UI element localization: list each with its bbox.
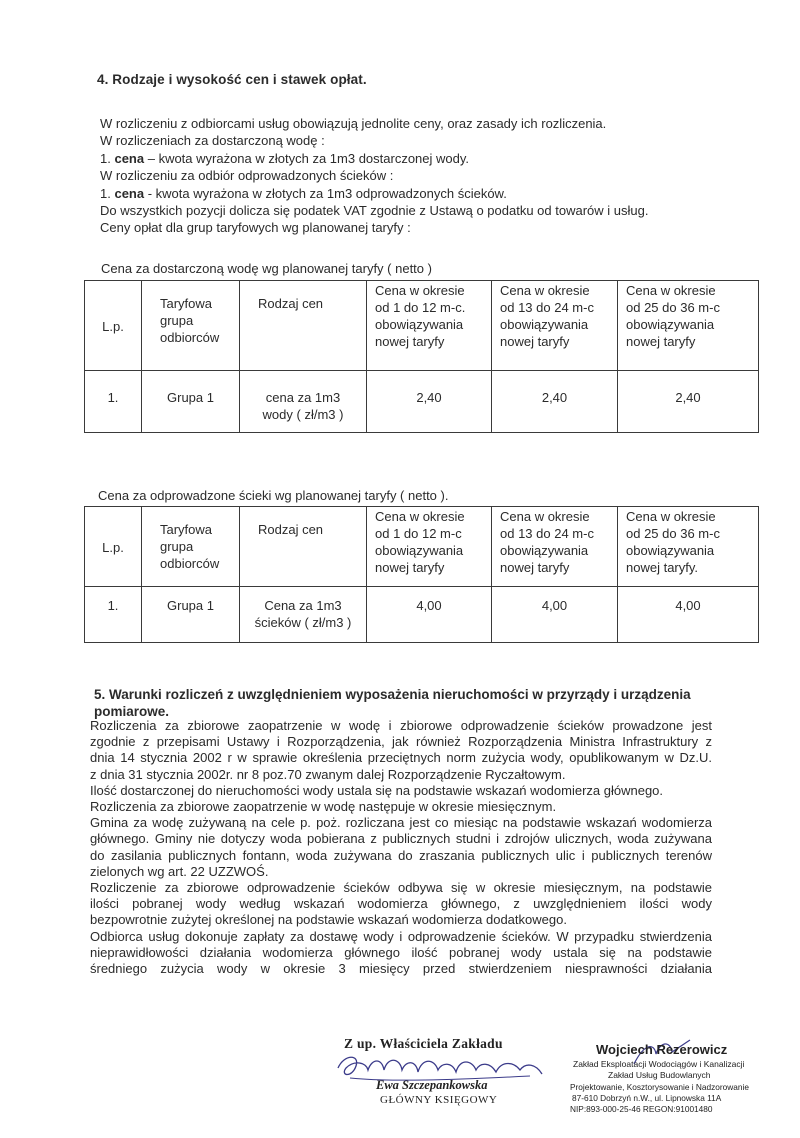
intro-bold: cena [114,185,145,201]
header-lp: L.p. [85,281,142,371]
body-line: Rozliczenia za zbiorowe zaopatrzenie w wodę i zbiorowe odprowadzenie ścieków prowadzone jest [90,718,712,733]
cell-group: Grupa 1 [142,587,240,643]
stamp-line: Projektowanie, Kosztorysowanie i Nadzorowanie [570,1082,749,1092]
intro-num: 1. [100,185,115,201]
intro-rest: - kwota wyrażona w złotych za 1m3 odprowadzonych ścieków. [144,185,507,201]
accountant-stamp [330,1036,560,1116]
stamp-line: 87-610 Dobrzyń n.W., ul. Lipnowska 11A [572,1093,722,1103]
table2-caption: Cena za odprowadzone ścieki wg planowanej taryfy ( netto ). [98,488,449,503]
body-line: zgodnie z przepisami Ustawy i Rozporządzenia, jak również Rozporządzenia Ministra Infrastruktury z [90,734,712,750]
header-group: Taryfowa grupa odbiorców [142,507,240,587]
stamp-line: Zakład Eksploatacji Wodociągów i Kanalizacji [573,1059,745,1069]
intro-rest: – kwota wyrażona w złotych za 1m3 dostarczonej wody. [144,150,470,166]
table1-caption: Cena za dostarczoną wodę wg planowanej taryfy ( netto ) [101,261,432,276]
section-4-title: 4. Rodzaje i wysokość cen i stawek opłat. [97,72,367,87]
cell-price-3: 2,40 [618,371,759,433]
cell-lp: 1. [85,587,142,643]
stamp-line: Ewa Szczepankowska [376,1078,488,1092]
intro-num: 1. [100,150,115,166]
header-kind: Rodzaj cen [240,281,367,371]
intro-line: W rozliczeniu za odbiór odprowadzonych ścieków : [100,168,394,184]
cell-lp: 1. [85,371,142,433]
intro-bold: cena [114,150,145,166]
intro-line: Do wszystkich pozycji dolicza się podatek VAT zgodnie z Ustawą o podatku od towarów i usług. [100,203,649,219]
section-5-title-line: 5. Warunki rozliczeń z uwzględnieniem wyposażenia nieruchomości w przyrządy i urządzenia [94,687,691,702]
body-line: głównego. Gminy nie dotyczy woda pobierana z publicznych studni i zdrojów ulicznych, woda zużywana [90,831,712,847]
table-row [85,371,759,433]
stamp-line: Zakład Usług Budowlanych [608,1070,711,1080]
stamp-line: GŁÓWNY KSIĘGOWY [380,1094,498,1106]
body-line: nieprawidłowości działania wodomierza głównego ilość pobranej wody ustala się na podstawie [90,944,712,960]
intro-line [100,185,648,202]
cell-price-2: 2,40 [492,371,618,433]
header-group: Taryfowa grupa odbiorców [142,281,240,371]
body-line: dnia 14 stycznia 2002 r w sprawie określenia przeciętnych norm zużycia wody, opublikowanym w Dz.U. [90,750,712,766]
cell-kind: Cena za 1m3 ścieków ( zł/m3 ) [240,587,367,643]
stamp-line: Z up. Właściciela Zakładu [344,1036,503,1051]
header-lp: L.p. [85,507,142,587]
cell-price-1: 2,40 [367,371,492,433]
header-period-3: Cena w okresie od 25 do 36 m-c obowiązywania nowej taryfy. [618,507,759,587]
water-price-table [84,280,759,433]
body-line: do zasilania publicznych fontann, woda zużywana do zraszania publicznych ulic i publicznych terenów [90,847,712,863]
cell-kind: cena za 1m3 wody ( zł/m3 ) [240,371,367,433]
body-line: zielonych wg art. 22 UZZWOŚ. [90,863,269,879]
header-kind: Rodzaj cen [240,507,367,587]
header-period-2: Cena w okresie od 13 do 24 m-c obowiązywania nowej taryfy [492,281,618,371]
body-line: Gmina za wodę zużywaną na cele p. poż. rozliczana jest co miesiąc na podstawie wskazań wodomierza [90,815,712,831]
body-line: Rozliczenie za zbiorowe odprowadzenie ścieków odbywa się w okresie miesięcznym, na podstawie [90,880,712,896]
body-line: bezpowrotnie zużytej określonej na podstawie wskazań wodomierza dodatkowego. [90,912,567,928]
sewage-price-table [84,506,759,643]
intro-line: Ceny opłat dla grup taryfowych wg planowanej taryfy : [100,220,411,236]
section-5-title-line: pomiarowe. [94,704,170,719]
stamp-line: Wojciech Rezerowicz [596,1042,728,1057]
intro-line: W rozliczeniu z odbiorcami usług obowiązują jednolite ceny, oraz zasady ich rozliczenia. [100,116,607,131]
header-period-1: Cena w okresie od 1 do 12 m-c obowiązywania nowej taryfy [367,507,492,587]
cell-group: Grupa 1 [142,371,240,433]
header-period-2: Cena w okresie od 13 do 24 m-c obowiązywania nowej taryfy [492,507,618,587]
table-header-row [85,281,759,371]
company-stamp [570,1036,770,1116]
body-line: średniego zużycia wody w okresie 3 miesięcy przed stwierdzeniem niesprawności działania [90,961,712,977]
body-line: z dnia 31 stycznia 2002r. nr 8 poz.70 zwanym dalej Rozporządzenie Ryczałtowym. [90,766,566,782]
intro-line: W rozliczeniach za dostarczoną wodę : [100,133,325,149]
cell-price-2: 4,00 [492,587,618,643]
stamp-line: NIP:893-000-25-46 REGON:91001480 [570,1104,713,1114]
section-5-title [94,686,691,720]
header-period-3: Cena w okresie od 25 do 36 m-c obowiązywania nowej taryfy [618,281,759,371]
table-row [85,587,759,643]
cell-price-3: 4,00 [618,587,759,643]
section-5-body [90,718,712,977]
header-period-1: Cena w okresie od 1 do 12 m-c. obowiązywania nowej taryfy [367,281,492,371]
body-line: Ilość dostarczonej do nieruchomości wody ustala się na podstawie wskazań wodomierza głównego. [90,782,664,798]
intro-line [100,150,648,167]
section-4-intro [100,115,648,237]
body-line: ilości pobranej wody według wskazań wodomierza głównego, z uwzględnieniem ilości wody [90,896,712,912]
body-line: Rozliczenia za zbiorowe zaopatrzenie w wodę następuje w okresie miesięcznym. [90,799,557,815]
table-header-row [85,507,759,587]
cell-price-1: 4,00 [367,587,492,643]
body-line: Odbiorca usług dokonuje zapłaty za dostawę wody i odprowadzenie ścieków. W przypadku stwierdzenia [90,928,712,944]
